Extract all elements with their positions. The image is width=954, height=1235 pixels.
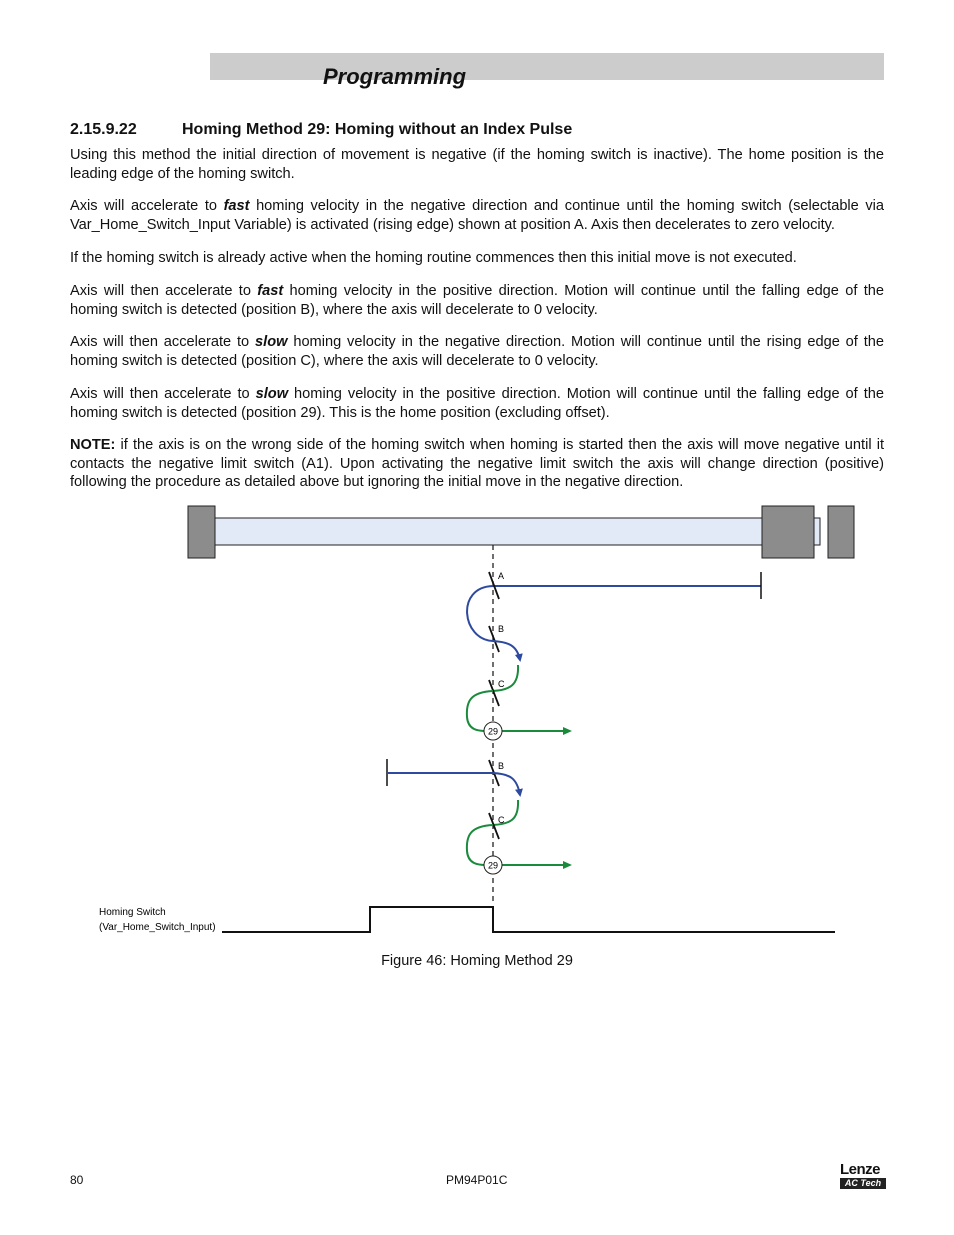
- switch-label-line2: (Var_Home_Switch_Input): [99, 922, 216, 933]
- document-code: PM94P01C: [446, 1173, 508, 1187]
- reverse-curve-b-to-c: [493, 665, 518, 691]
- logo-top-text: Lenze: [840, 1161, 881, 1178]
- figure-caption: Figure 46: Homing Method 29: [381, 953, 573, 969]
- emphasis-fast: fast: [257, 283, 284, 299]
- homing-switch-signal: [222, 907, 835, 932]
- lenze-logo: [840, 1162, 886, 1189]
- emphasis-fast: fast: [223, 198, 250, 214]
- paragraph-3: If the homing switch is already active when the homing routine commences then this initial move is not executed.: [70, 250, 797, 266]
- homing-method-29-diagram: [0, 495, 954, 945]
- page-number: 80: [70, 1173, 84, 1187]
- note-paragraph: NOTE: if the axis is on the wrong side of the homing switch when homing is started then the axis will move negative until it contacts the negative limit switch (A1). Upon activating the negative limit switch the axis will change direction (positive) following the procedure as detailed above but ignoring the initial move in the negative direction.: [70, 437, 884, 490]
- paragraph-6: Axis will then accelerate to slow homing velocity in the positive direction. Motion will continue until the falling edge of the homing switch is detected (position 29). This is the home position (excluding offset).: [70, 386, 884, 421]
- paragraph-1: Using this method the initial direction of movement is negative (if the homing switch is inactive). The home position is the leading edge of the homing switch.: [70, 147, 884, 182]
- homing-switch-block: [762, 506, 814, 558]
- decel-arrow-b1: [493, 641, 520, 660]
- paragraph-5: Axis will then accelerate to slow homing velocity in the negative direction. Motion will continue until the rising edge of the homing switch is detected (position C), where the axis will decelerate to 0 velocity.: [70, 334, 884, 369]
- axis-rail: [215, 518, 820, 545]
- reverse-curve-b2-to-c2: [493, 800, 518, 825]
- reverse-curve-a-to-b: [467, 586, 493, 641]
- emphasis-slow: slow: [255, 334, 288, 350]
- section-title: Homing Method 29: Homing without an Index Pulse: [182, 121, 573, 138]
- label-c1: C: [498, 679, 505, 689]
- label-b1: B: [498, 624, 505, 634]
- header-bar: [210, 53, 884, 80]
- label-a: A: [498, 571, 505, 581]
- label-c2: C: [498, 815, 505, 825]
- home-label-1: 29: [487, 726, 499, 737]
- section-number: 2.15.9.22: [70, 121, 137, 138]
- positive-limit-block: [828, 506, 854, 558]
- emphasis-slow: slow: [255, 386, 289, 402]
- paragraph-2: Axis will accelerate to fast homing velocity in the negative direction and continue until the homing switch (selectable via Var_Home_Switch_Input Variable) is activated (rising edge) shown at position A. Axis then decelerates to zero velocity.: [70, 198, 885, 233]
- label-b2: B: [498, 761, 505, 771]
- switch-label-line1: Homing Switch: [99, 907, 166, 918]
- decel-arrow-b2: [493, 773, 520, 795]
- section-heading: [70, 121, 572, 139]
- negative-limit-block: [188, 506, 215, 558]
- paragraph-4: Axis will then accelerate to fast homing velocity in the positive direction. Motion will continue until the falling edge of the homing switch is detected (position B), where the axis will decelerate to 0 velocity.: [70, 283, 884, 318]
- logo-bottom-text: AC Tech: [840, 1178, 886, 1189]
- note-label: NOTE:: [70, 437, 116, 453]
- home-label-2: 29: [487, 860, 499, 871]
- page-header-title: Programming: [323, 64, 467, 89]
